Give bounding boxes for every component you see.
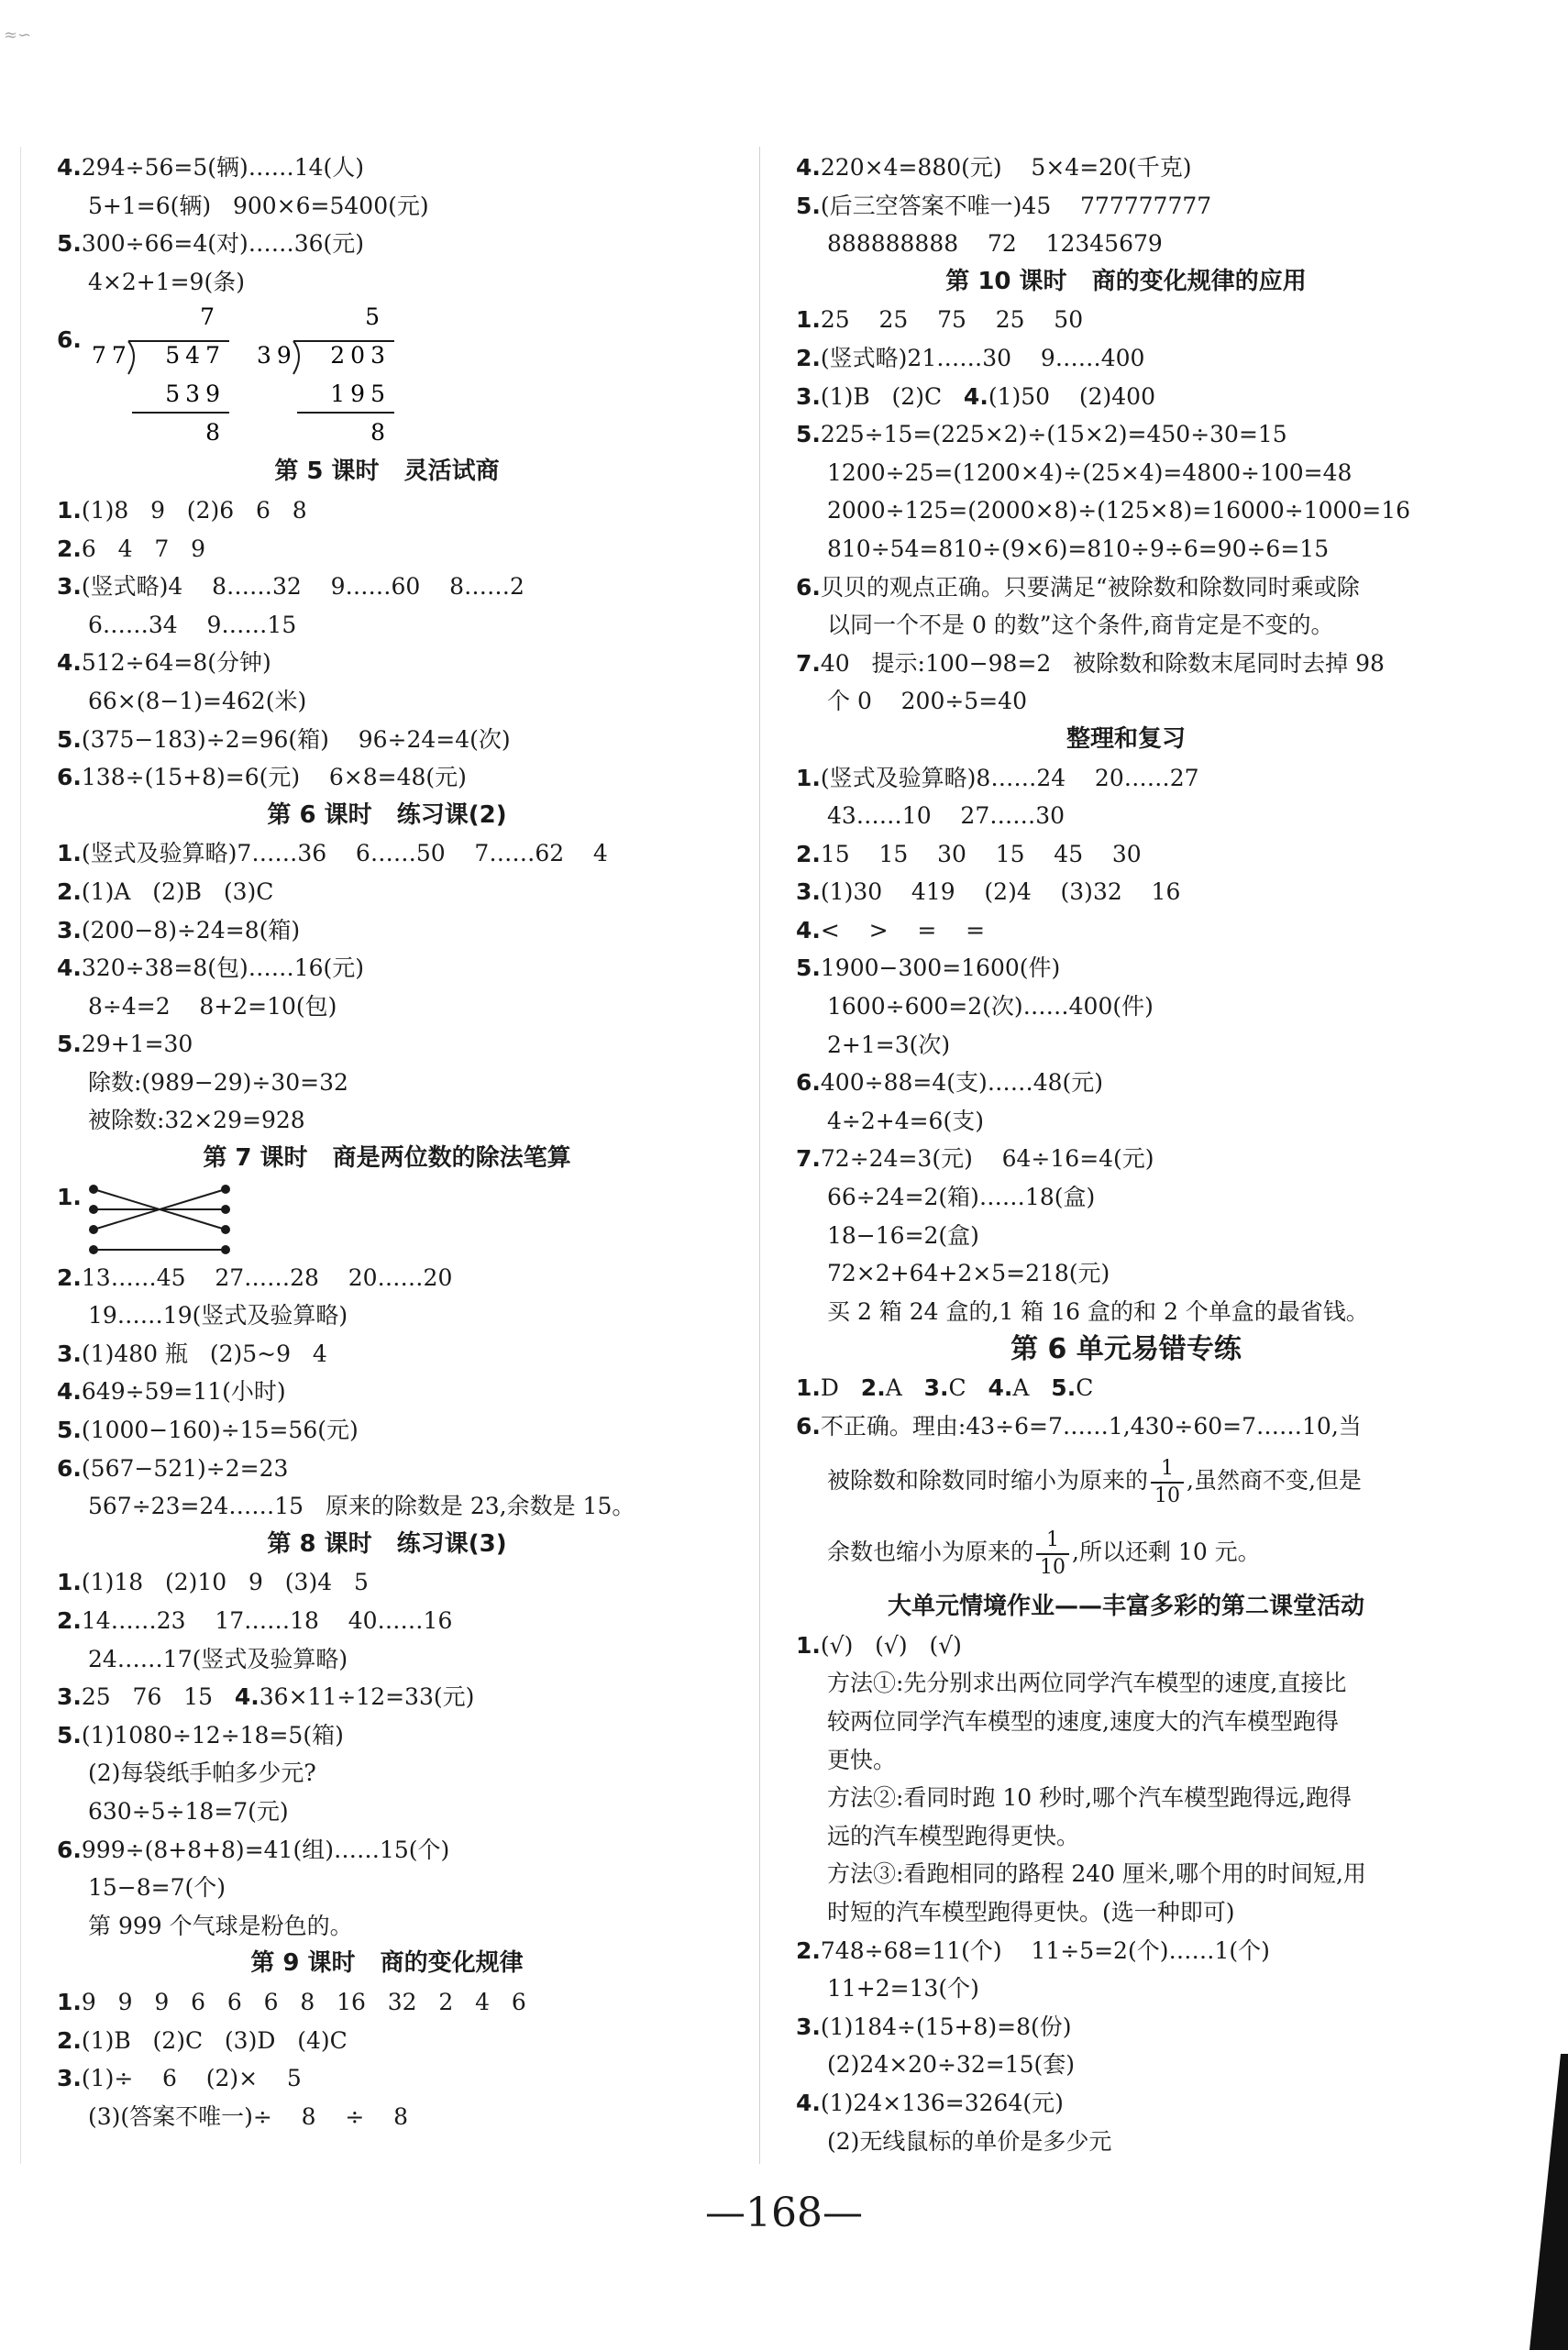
answer-text: (后三空答案不唯一)45 777777777	[820, 192, 1212, 219]
answer-text: 1200÷25=(1200×4)÷(25×4)=4800÷100=48	[827, 458, 1353, 486]
answer-text: 4÷2+4=6(支)	[827, 1107, 984, 1134]
answer-number: 1.	[57, 840, 82, 867]
answer-number: 1.	[57, 1183, 82, 1210]
answer-number: 6.	[796, 1069, 821, 1097]
division-remainder: 8	[205, 419, 226, 447]
division-product: 539	[165, 381, 226, 408]
answer-line	[57, 1101, 717, 1140]
answer-text: A	[885, 1374, 924, 1401]
answer-line	[57, 1373, 717, 1411]
long-division-diagrams	[92, 299, 605, 451]
answer-line	[57, 1640, 717, 1679]
answer-text: (1000−160)÷15=56(元)	[81, 1417, 359, 1444]
answer-line	[796, 797, 1456, 835]
answer-line	[57, 1411, 717, 1450]
answer-number: 5.	[57, 1417, 82, 1444]
answer-text: 748÷68=11(个) 11÷5=2(个)……1(个)	[820, 1936, 1270, 1964]
section-heading: 第 6 课时 练习课(2)	[267, 800, 507, 829]
answer-number: 3.	[57, 1340, 82, 1367]
answer-text: (1)B (2)C	[820, 382, 964, 410]
answer-text: 4×2+1=9(条)	[88, 268, 245, 295]
answer-number: 1.	[57, 1988, 82, 2015]
answer-number: 2.	[796, 1936, 821, 1964]
answer-number: 6.	[796, 1412, 821, 1440]
answer-line	[57, 530, 717, 568]
answer-line	[796, 645, 1456, 683]
column-divider	[759, 147, 760, 2164]
answer-number: 1.	[57, 1569, 82, 1596]
answer-text: 5+1=6(辆) 900×6=5400(元)	[88, 192, 429, 219]
matching-left-dot	[89, 1225, 98, 1234]
long-division-row	[57, 301, 717, 453]
division-dividend: 203	[330, 342, 391, 370]
answer-number: 2.	[860, 1374, 886, 1401]
answer-text: 29+1=30	[81, 1031, 193, 1058]
answer-number: 6.	[57, 764, 82, 791]
answer-text: (1)÷ 6 (2)× 5	[81, 2065, 302, 2092]
answer-text: < > = =	[820, 916, 986, 943]
left-margin-line	[20, 147, 21, 2164]
answer-line	[796, 187, 1456, 226]
answer-text: 810÷54=810÷(9×6)=810÷9÷6=90÷6=15	[827, 535, 1330, 562]
section-heading: 第 7 课时 商是两位数的除法笔算	[203, 1144, 571, 1173]
answer-line	[57, 1450, 717, 1488]
answer-number: 6.	[57, 1836, 82, 1863]
answer-text: 6 4 7 9	[81, 535, 206, 562]
answer-number: 4.	[57, 649, 82, 677]
answer-line	[57, 834, 717, 873]
answer-number: 6.	[57, 1454, 82, 1482]
answer-number: 3.	[923, 1374, 949, 1401]
section-heading: 第 10 课时 商的变化规律的应用	[945, 267, 1307, 295]
answer-number: 1.	[796, 1374, 821, 1401]
answer-text: 不正确。理由:43÷6=7……1,430÷60=7……10,当	[820, 1412, 1362, 1440]
answer-line	[796, 1664, 1456, 1703]
answer-text: (375−183)÷2=96(箱) 96÷24=4(次)	[81, 725, 511, 753]
matching-right-dot	[221, 1185, 230, 1194]
answer-line	[796, 1254, 1456, 1293]
answer-line	[57, 149, 717, 187]
answer-number: 4.	[963, 382, 988, 410]
answer-text: (567−521)÷2=23	[81, 1454, 289, 1482]
answer-line	[57, 1602, 717, 1640]
division-divisor: 77	[92, 342, 132, 370]
matching-left-dot	[89, 1185, 98, 1194]
answer-text: 630÷5÷18=7(元)	[88, 1797, 289, 1825]
answer-line	[796, 1741, 1456, 1780]
answer-number: 4.	[796, 916, 821, 943]
answer-line	[796, 987, 1456, 1026]
answer-text: (2)24×20÷32=15(套)	[827, 2051, 1076, 2079]
answer-text: 15−8=7(个)	[88, 1874, 226, 1902]
answer-number: 5.	[796, 192, 821, 219]
answer-text: C	[1076, 1374, 1094, 1401]
answer-text: 72÷24=3(元) 64÷16=4(元)	[820, 1145, 1154, 1173]
answer-text: 方法①:先分别求出两位同学汽车模型的速度,直接比	[827, 1670, 1347, 1697]
answer-text: 个 0 200÷5=40	[827, 688, 1027, 715]
answer-number: 7.	[796, 1145, 821, 1173]
division-dividend: 547	[165, 342, 226, 370]
answer-text: 1600÷600=2(次)……400(件)	[827, 993, 1154, 1021]
division-quotient: 7	[200, 303, 220, 331]
answer-number: 4.	[234, 1683, 259, 1711]
answer-line	[796, 454, 1456, 492]
answer-line	[57, 1296, 717, 1335]
answer-number: 5.	[57, 1721, 82, 1749]
answer-text: 贝贝的观点正确。只要满足“被除数和除数同时乘或除	[820, 573, 1360, 601]
answer-line	[796, 2008, 1456, 2047]
answer-line	[796, 1140, 1456, 1178]
answer-line	[57, 263, 717, 302]
answer-text: 1900−300=1600(件)	[820, 954, 1061, 982]
answer-text: 25 25 75 25 50	[820, 306, 1084, 334]
answer-text: (1)30 419 (2)4 (3)32 16	[820, 878, 1181, 906]
answer-text: 9 9 9 6 6 6 8 16 32 2 4 6	[81, 1988, 526, 2015]
answer-text: 225÷15=(225×2)÷(15×2)=450÷30=15	[820, 421, 1287, 448]
answer-line	[57, 1869, 717, 1907]
answer-text: 66÷24=2(箱)……18(盒)	[827, 1184, 1096, 1211]
answer-line	[796, 1064, 1456, 1102]
answer-line	[796, 149, 1456, 187]
answer-line	[796, 1217, 1456, 1255]
answer-line	[796, 530, 1456, 568]
answer-line	[57, 1259, 717, 1297]
answer-line	[796, 415, 1456, 454]
answer-line	[57, 1793, 717, 1831]
answer-line	[796, 1178, 1456, 1217]
answer-text: 43……10 27……30	[827, 802, 1066, 830]
answer-text: 以同一个不是 0 的数”这个条件,商肯定是不变的。	[827, 612, 1334, 639]
answer-number: 3.	[796, 382, 821, 410]
answer-text: (2)无线鼠标的单价是多少元	[827, 2127, 1112, 2155]
answer-line	[57, 1831, 717, 1870]
answer-line	[796, 873, 1456, 911]
answer-line	[57, 873, 717, 911]
answer-line	[796, 225, 1456, 263]
answer-text: 较两位同学汽车模型的速度,速度大的汽车模型跑得	[827, 1707, 1339, 1735]
answer-text: 567÷23=24……15 原来的除数是 23,余数是 15。	[88, 1493, 635, 1520]
answer-line	[57, 1754, 717, 1793]
answer-number: 3.	[57, 573, 82, 601]
answer-line	[57, 568, 717, 606]
answer-line	[796, 378, 1456, 416]
answer-text: (竖式略)4 8……32 9……60 8……2	[81, 573, 525, 601]
answer-line	[796, 568, 1456, 607]
division-remainder: 8	[370, 419, 391, 447]
answer-line	[796, 682, 1456, 721]
answer-number: 2.	[57, 877, 82, 905]
answer-number: 1.	[796, 1631, 821, 1659]
answer-number: 3.	[57, 2065, 82, 2092]
answer-line	[796, 2123, 1456, 2161]
answer-text: ,虽然商不变,但是	[1187, 1467, 1362, 1495]
answer-line	[57, 721, 717, 759]
answer-text: 方法③:看跑相同的路程 240 厘米,哪个用的时间短,用	[827, 1860, 1366, 1888]
answer-line	[796, 1932, 1456, 1970]
answer-number: 6.	[796, 573, 821, 601]
answer-line	[57, 644, 717, 682]
answer-line	[796, 339, 1456, 378]
answer-text: 320÷38=8(包)……16(元)	[81, 954, 365, 982]
answer-text: 时短的汽车模型跑得更快。(选一种即可)	[827, 1898, 1235, 1925]
answer-line	[57, 187, 717, 226]
answer-text: 649÷59=11(小时)	[81, 1378, 286, 1406]
answer-number: 1.	[796, 764, 821, 791]
answer-text: (竖式及验算略)8……24 20……27	[820, 764, 1199, 791]
answer-text: 第 999 个气球是粉色的。	[88, 1912, 353, 1939]
answer-line	[57, 2059, 717, 2098]
answer-line	[57, 2022, 717, 2060]
answer-text: 36×11÷12=33(元)	[259, 1683, 475, 1711]
answer-text: A	[1012, 1374, 1052, 1401]
answer-line	[796, 1369, 1456, 1407]
answer-line	[796, 835, 1456, 874]
answer-number: 1.	[796, 306, 821, 334]
answer-number: 5.	[1051, 1374, 1077, 1401]
answer-line	[796, 1407, 1456, 1446]
division-quotient: 5	[365, 303, 385, 331]
answer-number: 4.	[57, 154, 82, 181]
answer-number: 2.	[796, 840, 821, 867]
answer-number: 5.	[57, 230, 82, 258]
answer-text: 66×(8−1)=462(米)	[88, 687, 307, 714]
answer-line	[796, 1893, 1456, 1932]
answer-text: 更快。	[827, 1746, 897, 1773]
corner-scribble: ≈∽	[4, 26, 32, 45]
answer-text: (2)每袋纸手帕多少元?	[88, 1760, 316, 1787]
answer-line	[57, 1678, 717, 1716]
section-heading: 第 9 课时 商的变化规律	[250, 1949, 524, 1978]
answer-number: 3.	[57, 916, 82, 943]
matching-diagram	[88, 1182, 244, 1255]
answer-number: 3.	[796, 878, 821, 906]
answer-line	[796, 491, 1456, 530]
answer-number: 4.	[796, 154, 821, 181]
answer-line	[57, 1563, 717, 1602]
answer-number: 5.	[796, 421, 821, 448]
answer-number: 2.	[796, 344, 821, 371]
answer-text: 15 15 30 15 45 30	[820, 840, 1142, 867]
answer-text: 2000÷125=(2000×8)÷(125×8)=16000÷1000=16	[827, 497, 1411, 524]
answer-text: 999÷(8+8+8)=41(组)……15(个)	[81, 1836, 450, 1863]
answer-text: (1)184÷(15+8)=8(份)	[820, 2013, 1072, 2040]
fraction-numerator: 1	[1036, 1528, 1069, 1555]
answer-line	[796, 2046, 1456, 2084]
answer-text: 888888888 72 12345679	[827, 230, 1163, 258]
answer-text: 25 76 15	[81, 1683, 235, 1711]
division-product: 195	[330, 381, 391, 408]
answer-line	[57, 225, 717, 263]
answer-line	[796, 1517, 1456, 1588]
answer-number: 3.	[796, 2013, 821, 2040]
section-heading: 第 5 课时 灵活试商	[274, 458, 500, 486]
section-heading: 第 6 单元易错专练	[1010, 1333, 1242, 1366]
fraction	[1151, 1456, 1184, 1509]
division-divisor: 39	[257, 342, 297, 370]
answer-text: 8÷4=2 8+2=10(包)	[88, 992, 337, 1020]
answer-text: (√) (√) (√)	[820, 1631, 962, 1659]
answer-line	[57, 606, 717, 645]
answer-text: (1)50 (2)400	[988, 382, 1155, 410]
answer-text: 13……45 27……28 20……20	[81, 1263, 453, 1291]
answer-line	[57, 1983, 717, 2022]
answer-text: 11+2=13(个)	[827, 1975, 979, 2002]
answer-number: 4.	[57, 1378, 82, 1406]
answer-line	[57, 1064, 717, 1102]
answer-text: 18−16=2(盒)	[827, 1221, 979, 1249]
answer-number: 6.	[57, 326, 82, 354]
fraction	[1036, 1528, 1069, 1581]
answer-line	[57, 1025, 717, 1064]
answer-line	[57, 491, 717, 530]
answer-text: ,所以还剩 10 元。	[1072, 1539, 1261, 1566]
section-heading: 大单元情境作业——丰富多彩的第二课堂活动	[887, 1593, 1364, 1621]
left-answer-column	[57, 149, 717, 2135]
fraction-numerator: 1	[1151, 1456, 1184, 1484]
answer-number: 5.	[57, 725, 82, 753]
answer-text: 400÷88=4(支)……48(元)	[820, 1069, 1104, 1097]
matching-row	[57, 1178, 717, 1259]
answer-text: 512÷64=8(分钟)	[81, 649, 271, 677]
answer-line	[796, 1703, 1456, 1741]
answer-line	[57, 682, 717, 721]
answer-line	[796, 1817, 1456, 1856]
fraction-denominator: 10	[1154, 1484, 1181, 1507]
answer-number: 5.	[796, 954, 821, 982]
answer-line	[796, 911, 1456, 950]
answer-line	[796, 1779, 1456, 1817]
answer-text: 19……19(竖式及验算略)	[88, 1302, 348, 1329]
answer-line	[796, 2084, 1456, 2123]
answer-line	[57, 949, 717, 987]
section-heading: 第 8 课时 练习课(3)	[267, 1529, 507, 1558]
answer-line	[796, 1855, 1456, 1893]
answer-number: 5.	[57, 1031, 82, 1058]
answer-line	[57, 1716, 717, 1755]
answer-number: 2.	[57, 535, 82, 562]
answer-number: 4.	[57, 954, 82, 982]
answer-text: 138÷(15+8)=6(元) 6×8=48(元)	[81, 764, 467, 791]
answer-text: (3)(答案不唯一)÷ 8 ÷ 8	[88, 2102, 408, 2130]
answer-text: 被除数:32×29=928	[88, 1107, 305, 1134]
answer-text: 6……34 9……15	[88, 611, 297, 638]
answer-number: 4.	[988, 1374, 1013, 1401]
answer-text: (1)A (2)B (3)C	[81, 877, 274, 905]
long-division	[92, 303, 229, 446]
answer-number: 2.	[57, 2026, 82, 2054]
answer-line	[796, 606, 1456, 645]
answer-text: 方法②:看同时跑 10 秒时,哪个汽车模型跑得远,跑得	[827, 1784, 1353, 1812]
answer-line	[796, 1102, 1456, 1141]
answer-line	[57, 987, 717, 1026]
answer-number: 7.	[796, 649, 821, 677]
answer-text: (1)24×136=3264(元)	[820, 2089, 1064, 2116]
long-division	[257, 303, 394, 446]
answer-text: (1)8 9 (2)6 6 8	[81, 496, 307, 524]
answer-line	[57, 1907, 717, 1946]
answer-text: (1)480 瓶 (2)5~9 4	[81, 1340, 327, 1367]
answer-text: (竖式及验算略)7……36 6……50 7……62 4	[81, 840, 608, 867]
answer-text: (1)1080÷12÷18=5(箱)	[81, 1721, 344, 1749]
answer-text: 远的汽车模型跑得更快。	[827, 1822, 1080, 1849]
answer-number: 1.	[57, 496, 82, 524]
matching-right-dot	[221, 1225, 230, 1234]
answer-number: 2.	[57, 1607, 82, 1634]
answer-text: (1)B (2)C (3)D (4)C	[81, 2026, 348, 2054]
answer-line	[57, 911, 717, 950]
answer-text: 294÷56=5(辆)……14(人)	[81, 154, 365, 181]
answer-text: 24……17(竖式及验算略)	[88, 1645, 348, 1672]
answer-text: C	[948, 1374, 988, 1401]
answer-text: (1)18 (2)10 9 (3)4 5	[81, 1569, 369, 1596]
answer-line	[796, 1627, 1456, 1665]
answer-text: (竖式略)21……30 9……400	[820, 344, 1145, 371]
fraction-denominator: 10	[1040, 1555, 1066, 1579]
answer-line	[57, 2098, 717, 2136]
answer-text: 72×2+64+2×5=218(元)	[827, 1260, 1110, 1287]
answer-line	[796, 1445, 1456, 1517]
answer-line	[796, 949, 1456, 987]
answer-text: 余数也缩小为原来的	[827, 1539, 1034, 1566]
answer-text: (200−8)÷24=8(箱)	[81, 916, 301, 943]
page-number: —168—	[705, 2190, 863, 2236]
answer-number: 4.	[796, 2089, 821, 2116]
answer-line	[796, 759, 1456, 798]
answer-line	[796, 1026, 1456, 1065]
answer-text: 除数:(989−29)÷30=32	[88, 1068, 348, 1096]
page-edge-shadow	[1513, 2054, 1568, 2350]
answer-line	[57, 1335, 717, 1374]
answer-text: 2+1=3(次)	[827, 1031, 951, 1058]
answer-text: 40 提示:100−98=2 被除数和除数末尾同时去掉 98	[820, 649, 1385, 677]
section-heading: 整理和复习	[1066, 724, 1186, 753]
matching-left-dot	[89, 1205, 98, 1214]
answer-line	[57, 1487, 717, 1526]
answer-number: 3.	[57, 1683, 82, 1711]
matching-left-dot	[89, 1245, 98, 1254]
matching-right-dot	[221, 1245, 230, 1254]
answer-line	[796, 301, 1456, 339]
answer-number: 2.	[57, 1263, 82, 1291]
matching-right-dot	[221, 1205, 230, 1214]
right-answer-column	[796, 149, 1456, 2160]
answer-line	[796, 1293, 1456, 1331]
answer-text: 220×4=880(元) 5×4=20(千克)	[820, 154, 1192, 181]
answer-text: D	[820, 1374, 861, 1401]
answer-line	[796, 1969, 1456, 2008]
answer-line	[57, 758, 717, 797]
answer-text: 300÷66=4(对)……36(元)	[81, 230, 365, 258]
answer-text: 14……23 17……18 40……16	[81, 1607, 453, 1634]
answer-text: 买 2 箱 24 盒的,1 箱 16 盒的和 2 个单盒的最省钱。	[827, 1297, 1369, 1325]
answer-text: 被除数和除数同时缩小为原来的	[827, 1467, 1149, 1495]
